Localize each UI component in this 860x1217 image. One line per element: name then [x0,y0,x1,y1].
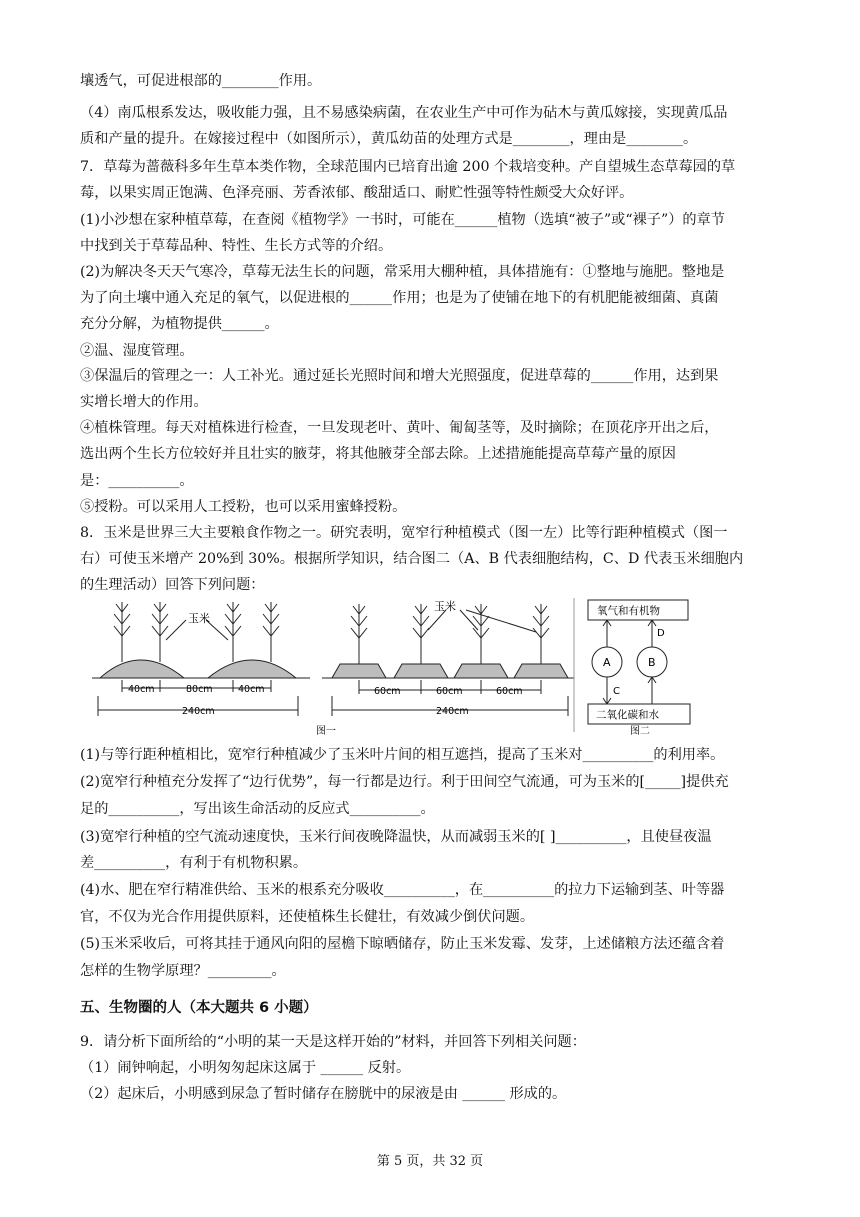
spacing-label: 60cm [436,686,463,697]
oxygen-organic-box: 氧气和有机物 [597,605,660,617]
total-width-label: 240cm [182,706,215,717]
corn-plant-icon [114,602,130,662]
circle-b-label: B [648,656,656,669]
text-line: (1)与等行距种植相比，宽窄行种植减少了玉米叶片间的相互遮挡，提高了玉米对__________的利用率。 [80,747,725,763]
spacing-label: 40cm [238,684,265,695]
text-line: (1)小沙想在家种植草莓，在查阅《植物学》一书时，可能在______植物（选填“被子”或“裸子”）的章节 [80,212,725,228]
question-9-stem: 9．请分析下面所给的“小明的某一天是这样开始的”材料，并回答下列相关问题： [80,1034,586,1050]
text-line: 壤透气，可促进根部的________作用。 [80,73,322,89]
text-line: ②温、湿度管理。 [80,343,194,359]
text-line: 选出两个生长方位较好并且壮实的腋芽，将其他腋芽全部去除。上述措施能提高草莓产量的原因 [80,446,676,462]
corn-plant-icon [263,602,279,662]
text-line: 莓，以果实周正饱满、色泽亮丽、芳香浓郁、酸甜适口、耐贮性强等特性颇受大众好评。 [80,185,634,201]
spacing-label: 40cm [128,684,155,695]
text-line: 实增长增大的作用。 [80,394,208,410]
spacing-label: 60cm [496,686,523,697]
text-line: 官，不仅为光合作用提供原料，还使植株生长健壮，有效减少倒伏问题。 [80,909,535,925]
arrow-d-label: D [657,628,665,639]
corn-label-left: 玉米 [188,612,210,625]
section-heading: 五、生物圈的人（本大题共 6 小题） [80,1000,318,1016]
page-footer: 第 5 页，共 32 页 [376,1154,484,1169]
text-line: (2)宽窄行种植充分发挥了“边行优势”，每一行都是边行。利于田间空气流通，可为玉米的[_____]提供充 [80,774,729,790]
text-line: 是：__________。 [80,473,194,489]
text-line: ③保温后的管理之一：人工补光。通过延长光照时间和增大光照强度，促进草莓的______作用，达到果 [80,368,719,384]
co2-water-box: 二氧化碳和水 [596,709,659,721]
text-line: 中找到关于草莓品种、特性、生长方式等的介绍。 [80,238,393,254]
total-width-label: 240cm [436,706,469,717]
corn-plant-icon [225,602,241,662]
text-line: 充分分解，为植物提供______。 [80,316,279,332]
figure-2-caption: 图二 [630,726,650,737]
text-line: (2)为解决冬天天气寒冷，草莓无法生长的问题，常采用大棚种植，具体措施有：①整地与施肥。整地是 [80,264,725,280]
figure-1-caption: 图一 [316,726,336,737]
text-line: ④植株管理。每天对植株进行检查，一旦发现老叶、黄叶、匍匐茎等，及时摘除；在顶花序开出之后， [80,420,719,436]
text-line: 的生理活动）回答下列问题： [80,577,265,593]
text-line: 为了向土壤中通入充足的氧气，以促进根的______作用；也是为了使铺在地下的有机肥能被细菌、真菌 [80,290,719,306]
text-line: 足的__________，写出该生命活动的反应式__________。 [80,801,435,817]
text-line: 质和产量的提升。在嫁接过程中（如图所示），黄瓜幼苗的处理方式是________，理由是________。 [80,131,698,147]
text-line: (5)玉米采收后，可将其挂于通风向阳的屋檐下晾晒储存，防止玉米发霉、发芽，上述储粮方法还蕴含着 [80,936,725,952]
text-line: （2）起床后，小明感到尿急了暂时储存在膀胱中的尿液是由 ______ 形成的。 [80,1086,567,1102]
spacing-label: 80cm [186,684,213,695]
corn-planting-figure [88,596,768,738]
arrow-c-label: C [613,686,620,697]
text-line: 怎样的生物学原理？_________。 [80,963,286,979]
corn-label-middle: 玉米 [434,600,456,613]
figure-right-equal-spacing [322,604,574,716]
corn-plant-icon [533,604,549,664]
question-7-stem: 7．草莓为蔷薇科多年生草本类作物，全球范围内已培育出逾 200 个栽培变种。产自望城生态草莓园的草 [80,159,736,175]
text-line: 右）可使玉米增产 20%到 30%。根据所学知识，结合图二（A、B 代表细胞结构，C、D 代表玉米细胞内 [80,551,744,567]
text-line: (4)水、肥在窄行精准供给、玉米的根系充分吸收__________，在__________的拉力下运输到茎、叶等器 [80,882,725,898]
corn-plant-icon [413,604,429,664]
text-line: ⑤授粉。可以采用人工授粉，也可以采用蜜蜂授粉。 [80,499,407,515]
corn-plant-icon [152,602,168,662]
text-line: 差__________，有利于有机物积累。 [80,855,308,871]
corn-plant-icon [351,604,367,664]
text-line: (3)宽窄行种植的空气流动速度快，玉米行间夜晚降温快，从而减弱玉米的[ ]__________，且使昼夜温 [80,829,712,845]
question-8-stem: 8．玉米是世界三大主要粮食作物之一。研究表明，宽窄行种植模式（图一左）比等行距种植模式（图一 [80,525,728,541]
spacing-label: 60cm [374,686,401,697]
circle-a-label: A [603,656,611,669]
text-line: （4）南瓜根系发达，吸收能力强，且不易感染病菌，在农业生产中可作为砧木与黄瓜嫁接，实现黄瓜品 [80,105,728,121]
text-line: （1）闹钟响起，小明匆匆起床这属于 ______ 反射。 [80,1060,411,1076]
